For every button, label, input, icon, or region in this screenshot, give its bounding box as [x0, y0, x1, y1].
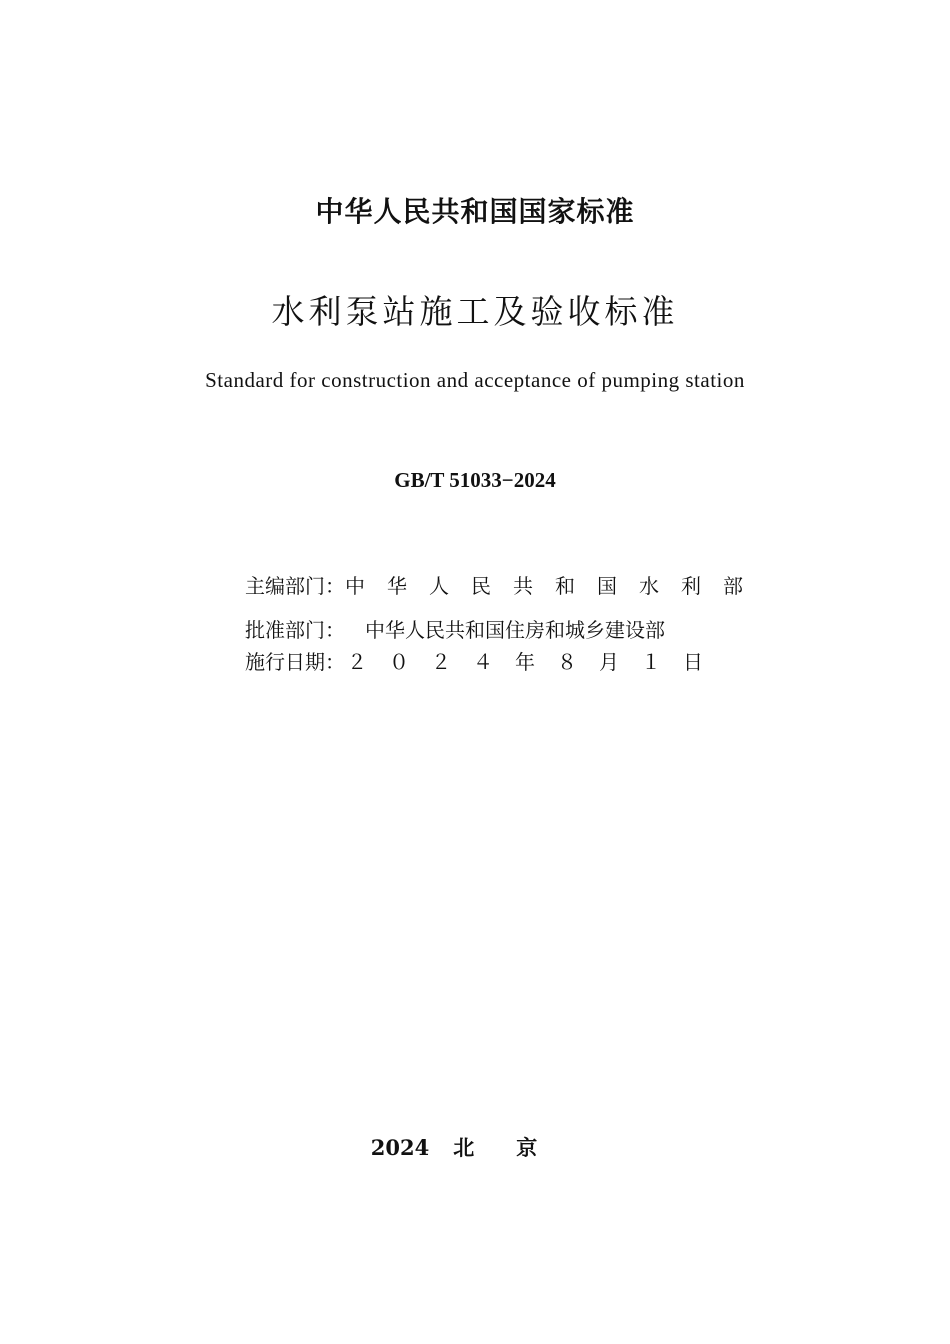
- approver-value: 中华人民共和国住房和城乡建设部: [365, 617, 665, 642]
- footer-year: 2024: [370, 1135, 430, 1160]
- standard-series: 中华人民共和国国家标准: [315, 195, 635, 228]
- editor-label: 主编部门：: [245, 573, 345, 598]
- date-label: 施行日期：: [245, 649, 345, 674]
- approver-label: 批准部门：: [245, 617, 345, 642]
- standard-code: GB/T 51033−2024: [394, 468, 556, 492]
- date-row: [245, 641, 725, 679]
- footer-imprint: [0, 1132, 950, 1162]
- editor-row: [245, 565, 765, 603]
- approver-row: [245, 609, 725, 647]
- date-value: ２０２４年８月１日: [347, 649, 725, 674]
- footer-place: 北京: [453, 1135, 580, 1160]
- title-chinese: 水利泵站施工及验收标准: [271, 292, 679, 331]
- title-english: Standard for construction and acceptance of pumping station: [205, 368, 745, 392]
- editor-value: 中华人民共和国水利部: [345, 573, 765, 598]
- publication-info: [245, 565, 765, 679]
